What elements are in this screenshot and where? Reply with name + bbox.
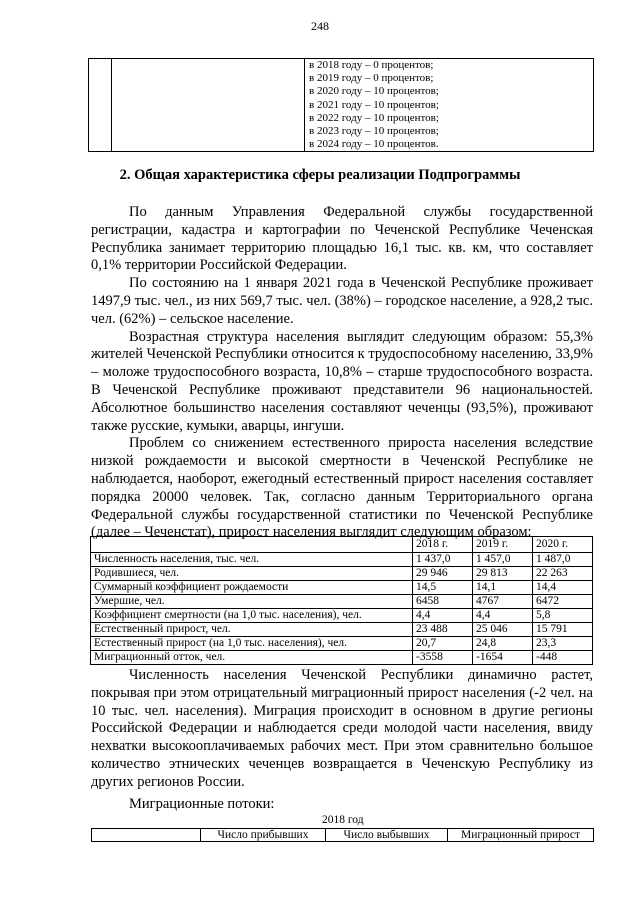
table-row	[91, 581, 593, 595]
table-cell: -3558	[413, 651, 473, 665]
paragraph: По состоянию на 1 января 2021 года в Чеченской Республике проживает 1497,9 тыс. чел., из них 569,7 тыс. чел. (38%) – городское население, а 928,2 тыс. чел. (62%) – сельское население.	[91, 275, 593, 327]
table-header-cell: Число прибывших	[201, 829, 326, 842]
table-row	[89, 59, 594, 152]
page-number: 248	[311, 19, 329, 33]
table-row	[91, 553, 593, 567]
table-row	[91, 595, 593, 609]
table-cell	[305, 59, 594, 152]
migration-title: Миграционные потоки:	[129, 796, 275, 812]
body-text-1	[91, 204, 593, 542]
paragraph: Проблем со снижением естественного прироста населения вследствие низкой рождаемости и высокой смертности в Чеченской Республике не наблюдается, наоборот, ежегодный естественный прирост населения составляет порядка 20000 человек. Так, согласно данным Территориального органа Федеральной службы государственной статистики по Чеченской Республике (далее – Чеченстат), прирост населения выглядит следующим образом:	[91, 435, 593, 541]
paragraph: Численность населения Чеченской Республики динамично растет, покрывая при этом отрицательный миграционный прирост населения (-2 чел. на 10 тыс. чел. населения). Миграция происходит в основном в другие регионы Российской Федерации и наблюдается среди молодой части населения, ввиду нехватки высокооплачиваемых рабочих мест. При этом сравнительно большое количество этнических чеченцев возвращается в Чеченскую Республику из других регионов России.	[91, 667, 593, 790]
table-cell: 1 487,0	[533, 553, 593, 567]
list-item: в 2023 году – 10 процентов;	[309, 125, 439, 138]
table-header-cell: 2018 г.	[413, 537, 473, 553]
body-text-2	[91, 667, 593, 792]
list-item: в 2019 году – 0 процентов;	[309, 72, 434, 85]
list-item: в 2024 году – 10 процентов.	[309, 138, 439, 151]
migration-table	[91, 828, 594, 842]
table-cell: 1 457,0	[473, 553, 533, 567]
table-cell: 23,3	[533, 637, 593, 651]
table-header-cell	[91, 537, 413, 553]
targets-table	[88, 58, 594, 152]
table-header-cell: 2020 г.	[533, 537, 593, 553]
table-cell: -1654	[473, 651, 533, 665]
table-cell: Умершие, чел.	[91, 595, 413, 609]
table-cell: 20,7	[413, 637, 473, 651]
list-item: в 2020 году – 10 процентов;	[309, 85, 439, 98]
table-cell: 4,4	[413, 609, 473, 623]
table-cell: 6458	[413, 595, 473, 609]
table-cell: 5,8	[533, 609, 593, 623]
table-row	[91, 623, 593, 637]
table-cell: 4767	[473, 595, 533, 609]
population-stats-table	[90, 536, 593, 665]
table-cell: 25 046	[473, 623, 533, 637]
table-cell: Естественный прирост (на 1,0 тыс. населения), чел.	[91, 637, 413, 651]
table-cell: 6472	[533, 595, 593, 609]
table-header-cell: Миграционный прирост	[448, 829, 594, 842]
table-cell	[89, 59, 112, 152]
table-header-cell: 2019 г.	[473, 537, 533, 553]
table-cell: 4,4	[473, 609, 533, 623]
table-header-cell: Число выбывших	[326, 829, 448, 842]
table-cell: 14,4	[533, 581, 593, 595]
table-cell: Миграционный отток, чел.	[91, 651, 413, 665]
table-cell: Коэффициент смертности (на 1,0 тыс. населения), чел.	[91, 609, 413, 623]
paragraph: По данным Управления Федеральной службы государственной регистрации, кадастра и картографии по Чеченской Республике Чеченская Республика занимает территорию площадью 16,1 тыс. кв. км, что составляет 0,1% территории Российской Федерации.	[91, 204, 593, 274]
table-row	[91, 651, 593, 665]
table-cell: Численность населения, тыс. чел.	[91, 553, 413, 567]
table-header-row	[92, 829, 594, 842]
list-item: в 2021 году – 10 процентов;	[309, 98, 439, 111]
list-item: в 2022 году – 10 процентов;	[309, 111, 439, 124]
table-cell: 29 946	[413, 567, 473, 581]
table-cell: Родившиеся, чел.	[91, 567, 413, 581]
list-item: в 2018 году – 0 процентов;	[309, 59, 434, 71]
table-row	[91, 637, 593, 651]
table-cell: 15 791	[533, 623, 593, 637]
table-row	[91, 567, 593, 581]
table-cell: 23 488	[413, 623, 473, 637]
table-cell: Естественный прирост, чел.	[91, 623, 413, 637]
table-header-cell	[92, 829, 201, 842]
section-heading: 2. Общая характеристика сферы реализации Подпрограммы	[119, 167, 521, 183]
table-cell: 22 263	[533, 567, 593, 581]
table-cell: 14,5	[413, 581, 473, 595]
table-header-row	[91, 537, 593, 553]
table-cell: 1 437,0	[413, 553, 473, 567]
table-cell: Суммарный коэффициент рождаемости	[91, 581, 413, 595]
table-cell: 29 813	[473, 567, 533, 581]
paragraph: Возрастная структура населения выглядит следующим образом: 55,3% жителей Чеченской Республики относится к трудоспособному населению, 33,9% – моложе трудоспособного возраста, 10,8% – старше трудоспособного возраста. В Чеченской Республике проживают представители 96 национальностей. Абсолютное большинство населения составляют чеченцы (93,5%), проживают также русские, кумыки, аварцы, ингуши.	[91, 328, 593, 434]
table-cell: -448	[533, 651, 593, 665]
migration-year-label: 2018 год	[322, 814, 364, 826]
table-cell: 24,8	[473, 637, 533, 651]
table-row	[91, 609, 593, 623]
table-cell: 14,1	[473, 581, 533, 595]
table-cell	[112, 59, 305, 152]
